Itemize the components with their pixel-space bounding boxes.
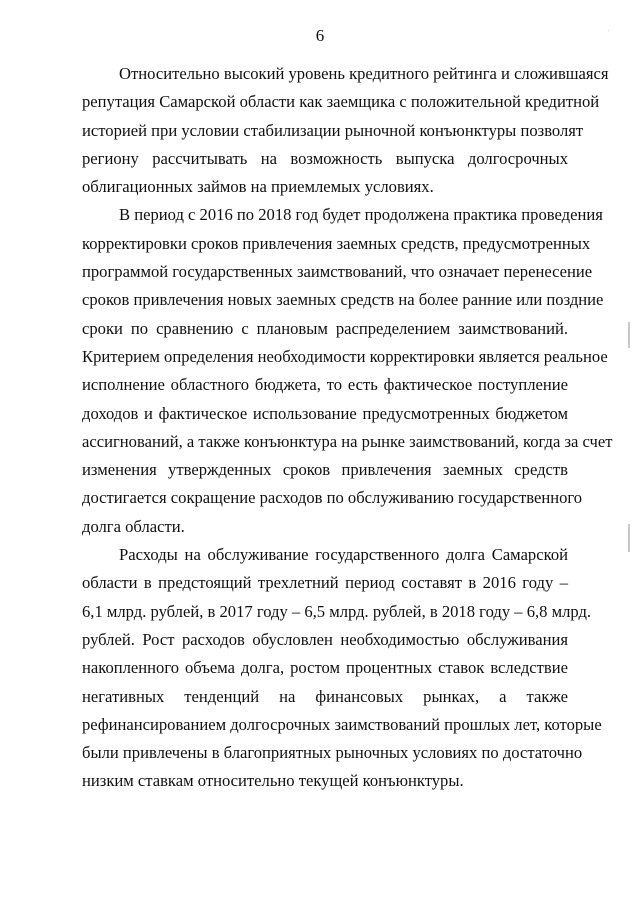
- text-line: историей при условии стабилизации рыночной конъюнктуры позволят: [82, 120, 584, 140]
- text-line: низким ставкам относительно текущей конъюнктуры.: [82, 771, 464, 791]
- text-line: программой государственных заимствований, что означает перенесение: [82, 262, 593, 282]
- text-line: облигационных займов на приемлемых условиях.: [82, 177, 434, 197]
- text-line: Расходы на обслуживание государственного долга Самарской: [119, 545, 568, 565]
- text-line: сроки по сравнению с плановым распределением заимствований.: [82, 318, 568, 338]
- text-line: 6,1 млрд. рублей, в 2017 году – 6,5 млрд. рублей, в 2018 году – 6,8 млрд.: [82, 601, 592, 621]
- document-body: [82, 60, 613, 796]
- text-line: репутация Самарской области как заемщика с положительной кредитной: [82, 92, 600, 112]
- text-line: ассигнований, а также конъюнктура на рынке заимствований, когда за счет: [82, 431, 613, 451]
- text-line: изменения утвержденных сроков привлечения заемных средств: [82, 460, 568, 480]
- scan-artifact: [628, 524, 630, 552]
- text-line: сроков привлечения новых заемных средств на более ранние или поздние: [82, 290, 604, 310]
- text-line: области в предстоящий трехлетний период составят в 2016 году –: [82, 573, 568, 593]
- page-number: 6: [315, 26, 325, 45]
- text-line: негативных тенденций на финансовых рынках, а также: [82, 686, 568, 706]
- paragraph-borrowing-adjustment: [82, 201, 613, 541]
- text-line: исполнение областного бюджета, то есть фактическое поступление: [82, 375, 568, 395]
- text-line: рублей. Рост расходов обусловлен необходимостью обслуживания: [82, 629, 568, 649]
- text-line: были привлечены в благоприятных рыночных условиях по достаточно: [82, 743, 583, 763]
- text-line: региону рассчитывать на возможность выпуска долгосрочных: [82, 148, 568, 168]
- text-line: Критерием определения необходимости корректировки является реальное: [82, 346, 608, 366]
- text-line: достигается сокращение расходов по обслуживанию государственного: [82, 488, 583, 508]
- text-line: В период с 2016 по 2018 год будет продолжена практика проведения: [119, 205, 603, 225]
- text-line: корректировки сроков привлечения заемных средств, предусмотренных: [82, 233, 591, 253]
- text-line: долга области.: [82, 516, 185, 536]
- paragraph-debt-service-costs: [82, 541, 602, 796]
- scan-artifact: [628, 322, 630, 348]
- paragraph-credit-rating: [82, 60, 609, 201]
- text-line: доходов и фактическое использование предусмотренных бюджетом: [82, 403, 568, 423]
- text-line: накопленного объема долга, ростом процентных ставок вследствие: [82, 658, 568, 678]
- text-line: Относительно высокий уровень кредитного рейтинга и сложившаяся: [119, 64, 609, 83]
- scan-artifact: [608, 30, 609, 31]
- text-line: рефинансированием долгосрочных заимствований прошлых лет, которые: [82, 714, 602, 734]
